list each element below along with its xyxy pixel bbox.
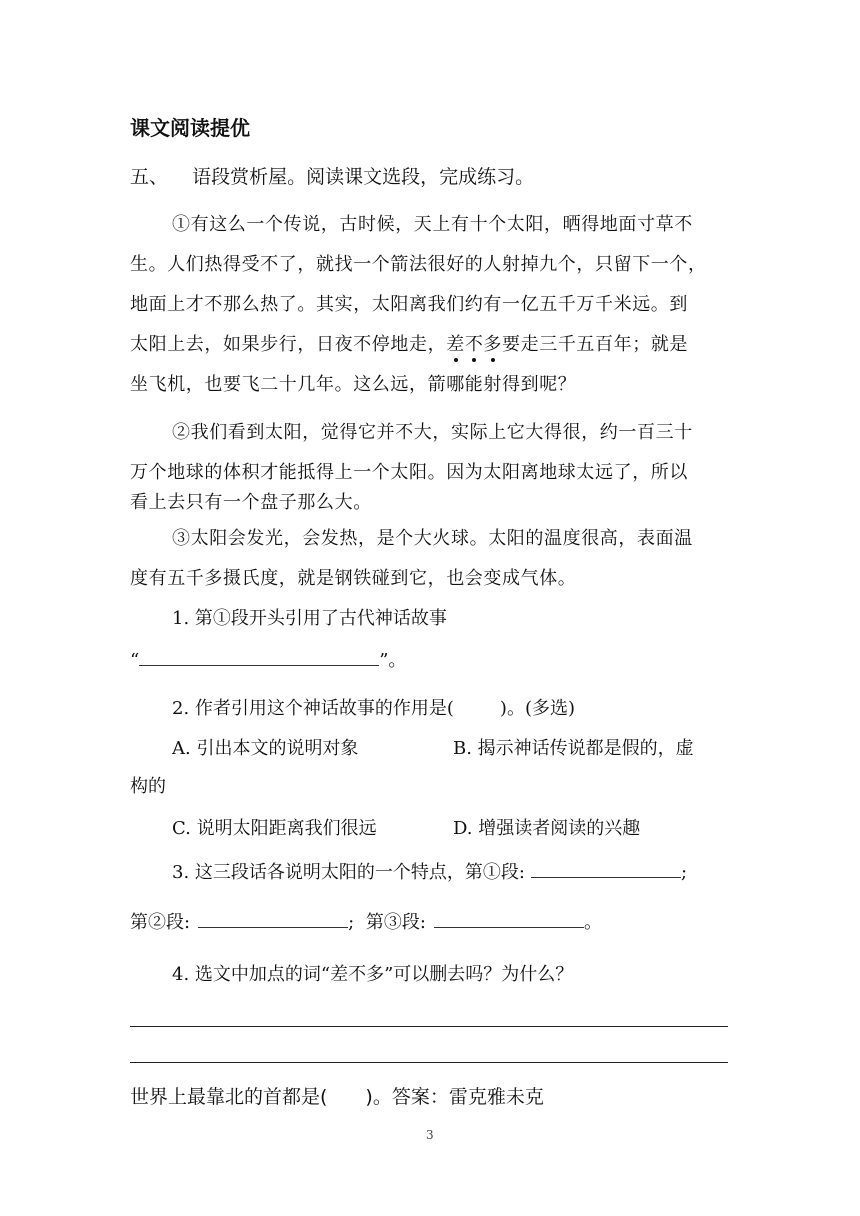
passage-line: 度有五千多摄氏度，就是钢铁碰到它，也会变成气体。: [130, 568, 577, 589]
question-1-blank-line: [130, 646, 406, 672]
passage-line: 地面上才不那么热了。其实，太阳离我们约有一亿五千万千米远。到: [130, 294, 688, 315]
answer-blank[interactable]: [139, 647, 379, 666]
separator: ;: [680, 862, 688, 883]
passage-line: 生。人们热得受不了，就找一个箭法很好的人射掉九个，只留下一个，: [130, 254, 707, 275]
answer-blank[interactable]: [434, 909, 584, 928]
passage-line: ①有这么一个传说，古时候，天上有十个太阳，晒得地面寸草不: [172, 214, 693, 235]
open-quote: “: [130, 650, 140, 671]
close-quote: ”。: [379, 650, 407, 671]
option-c[interactable]: C. 说明太阳距离我们很远: [172, 818, 377, 839]
option-a[interactable]: A. 引出本文的说明对象: [172, 738, 359, 759]
option-b[interactable]: B. 揭示神话传说都是假的，虚: [453, 738, 694, 759]
question-3: [172, 858, 687, 884]
passage-line: 万个地球的体积才能抵得上一个太阳。因为太阳离地球太远了，所以: [130, 462, 688, 483]
passage-text: 要走三千五百年；就是: [502, 334, 689, 355]
option-b-continued: 构的: [130, 776, 166, 797]
question-heading: [130, 162, 534, 189]
question-2-stem-end: )。(多选): [499, 698, 575, 719]
passage-line: ②我们看到太阳，觉得它并不大，实际上它大得很，约一百三十: [172, 422, 693, 443]
answer-blank[interactable]: [531, 859, 681, 878]
dotted-char: 多: [483, 334, 503, 355]
page-number: 3: [426, 1128, 434, 1142]
passage-line: [130, 330, 688, 356]
passage-line: ③太阳会发光，会发热，是个大火球。太阳的温度很高，表面温: [172, 528, 693, 549]
dotted-char: 不: [464, 334, 484, 355]
question-2: [172, 694, 575, 720]
passage-line: 坐飞机，也要飞二十几年。这么远，箭哪能射得到呢？: [130, 374, 577, 395]
segment-2-label: 第②段:: [130, 912, 191, 933]
answer-line[interactable]: [130, 1026, 728, 1027]
option-d[interactable]: D. 增强读者阅读的兴趣: [453, 818, 641, 839]
question-3-continued: [130, 908, 602, 934]
section-title: 课文阅读提优: [130, 116, 250, 140]
question-number: 五、: [130, 166, 169, 188]
segment-3-label: 第③段:: [365, 912, 426, 933]
dotted-char: 差: [446, 334, 465, 355]
passage-line: 看上去只有一个盘子那么大。: [130, 492, 372, 513]
question-4: 4. 选文中加点的词“差不多”可以删去吗？为什么？: [172, 964, 574, 985]
separator: ;: [348, 912, 355, 933]
dotted-word: [446, 334, 502, 355]
answer-line[interactable]: [130, 1062, 728, 1063]
passage-text: 太阳上去，如果步行，日夜不停地走，: [130, 334, 447, 355]
answer-blank[interactable]: [198, 909, 348, 928]
question-instruction: 语段赏析屋。阅读课文选段，完成练习。: [192, 166, 535, 188]
end-mark: 。: [583, 912, 602, 933]
question-2-stem: 2. 作者引用这个神话故事的作用是(: [172, 698, 454, 719]
footer-question: 世界上最靠北的首都是( )。答案：雷克雅未克: [130, 1086, 544, 1108]
question-1: 1. 第①段开头引用了古代神话故事: [172, 608, 447, 629]
question-3-text: 3. 这三段话各说明太阳的一个特点，第①段:: [172, 862, 525, 883]
